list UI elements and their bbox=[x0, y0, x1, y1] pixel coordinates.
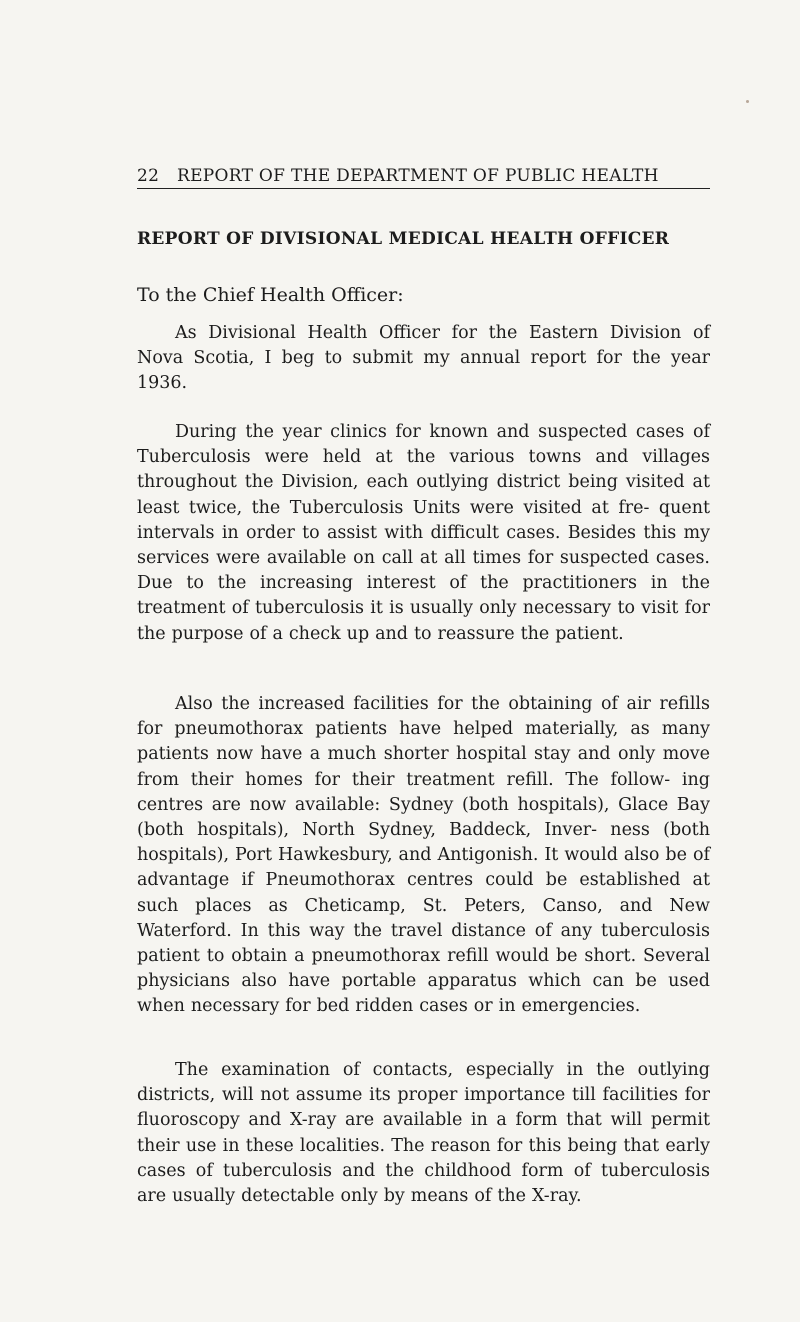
paragraph-pneumothorax: Also the increased facilities for the obtaining of air refills for pneumothorax patients have helped materially, as many patients now have a much shorter hospital stay and only move from their homes for their treatment refill. The follow- ing centres are now available: Sydney (both hospitals), Glace Bay (both hospitals), North Sydney, Baddeck, Inver- ness (both hospitals), Port Hawkesbury, and Antigonish. It would also be of advantage if Pneumothorax centres could be established at such places as Cheticamp, St. Peters, Canso, and New Waterford. In this way the travel distance of any tuberculosis patient to obtain a pneumothorax refill would be short. Several physicians also have portable apparatus which can be used when necessary for bed ridden cases or in emergencies. bbox=[137, 694, 710, 1017]
paper-speck bbox=[746, 100, 749, 103]
running-header bbox=[137, 166, 710, 189]
salutation: To the Chief Health Officer: bbox=[137, 284, 404, 306]
paragraph-intro: As Divisional Health Officer for the Eastern Division of Nova Scotia, I beg to submit my annual report for the year 1936. bbox=[137, 323, 710, 394]
header-title: REPORT OF THE DEPARTMENT OF PUBLIC HEALTH bbox=[177, 166, 659, 186]
page-number: 22 bbox=[137, 166, 160, 186]
paragraph-clinics: During the year clinics for known and suspected cases of Tuberculosis were held at the various towns and villages throughout the Division, each outlying district being visited at least twice, the Tuberculosis Units were visited at fre- quent intervals in order to assist with difficult cases. Besides this my services were available on call at all times for suspected cases. Due to the increasing interest of the practitioners in the treatment of tuberculosis it is usually only necessary to visit for the purpose of a check up and to reassure the patient. bbox=[137, 422, 710, 644]
paragraph-contacts: The examination of contacts, especially in the outlying districts, will not assume its proper importance till facilities for fluoroscopy and X-ray are available in a form that will permit their use in these localities. The reason for this being that early cases of tuberculosis and the childhood form of tuberculosis are usually detectable only by means of the X-ray. bbox=[137, 1060, 710, 1207]
report-title: REPORT OF DIVISIONAL MEDICAL HEALTH OFFICER bbox=[137, 229, 670, 249]
